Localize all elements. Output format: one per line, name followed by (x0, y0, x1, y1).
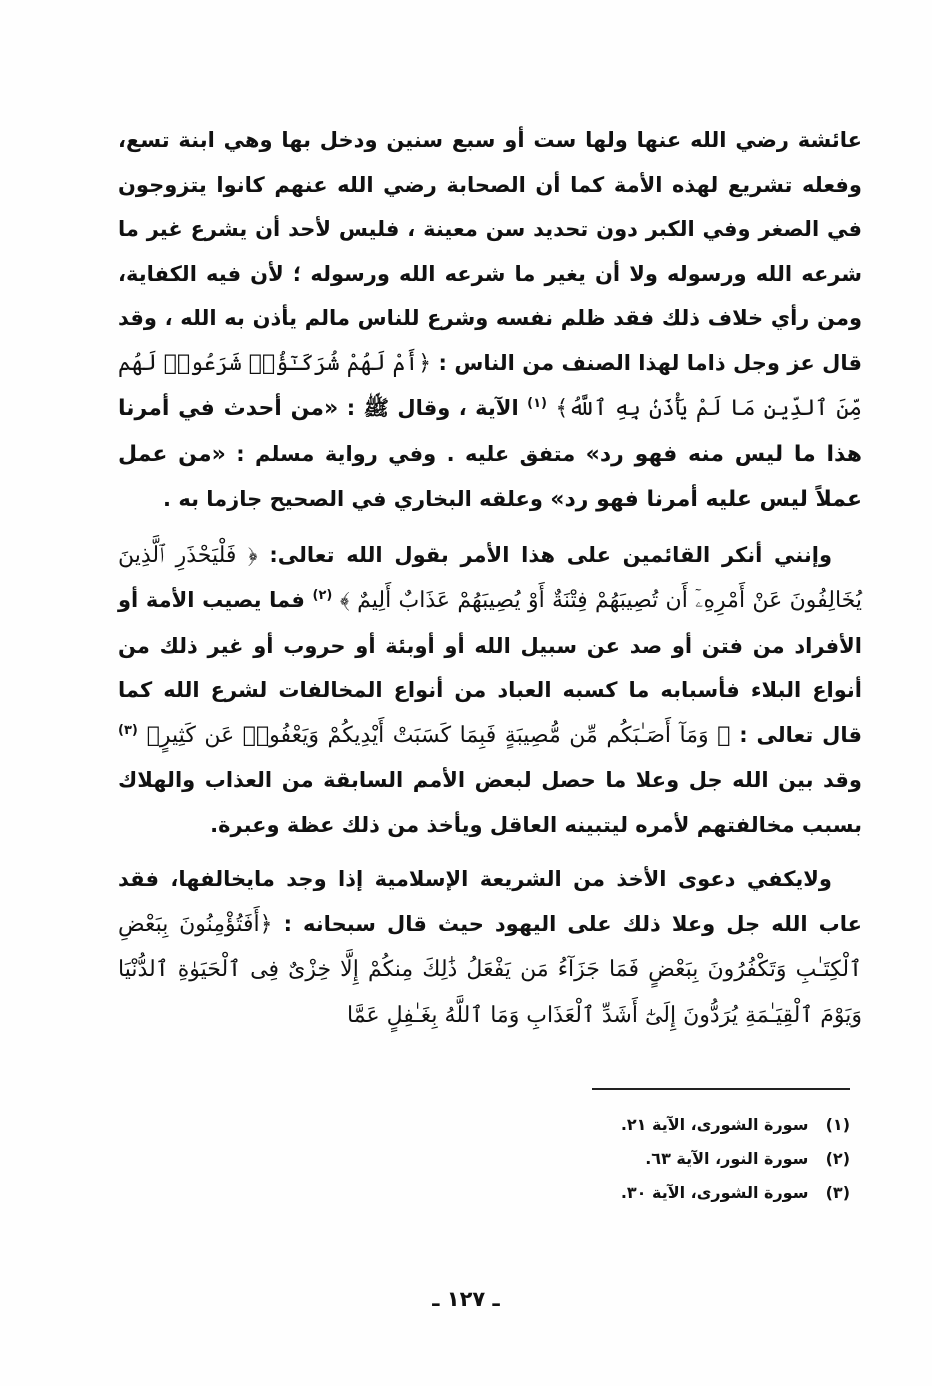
text-run: متفق عليه . وفي رواية مسلم : (236, 441, 576, 466)
footnote-divider (592, 1088, 850, 1090)
footnote-text: سورة الشورى، الآية ٣٠. (620, 1183, 809, 1202)
paragraph-1 (118, 118, 862, 523)
text-run: وعلقه البخاري في الصحيح جازما به . (163, 487, 543, 511)
text-run: وإنني أنكر القائمين على هذا الأمر بقول الله تعالى: (269, 542, 832, 567)
main-text (118, 118, 862, 1038)
quran-verse: ﴿أَمْ لَهُمْ شُرَكَـٰٓؤُا۟ شَرَعُوا۟ لَهُم مِّنَ ٱلدِّينِ مَا لَمْ يَأْذَنۢ بِهِ ٱللَّهُ﴾ (118, 350, 863, 421)
footnote-ref: (١) (527, 396, 547, 411)
hadith-quote: «من عمل عملاً ليس عليه أمرنا فهو رد» (118, 441, 862, 512)
quran-verse: ﴿أَفَتُؤْمِنُونَ بِبَعْضِ ٱلْكِتَـٰبِ وَتَكْفُرُونَ بِبَعْضٍ فَمَا جَزَآءُ مَن يَفْعَلُ ذَٰلِكَ مِنكُمْ إِلَّا خِزْىٌ فِى ٱلْحَيَوٰةِ ٱلدُّنْيَا وَيَوْمَ ٱلْقِيَـٰمَةِ يُرَدُّونَ إِلَىٰٓ أَشَدِّ ٱلْعَذَابِ وَمَا ٱللَّهُ بِغَـٰفِلٍ عَمَّا (118, 911, 862, 1028)
hadith-quote: «من أحدث في أمرنا هذا ما ليس منه فهو رد» (118, 396, 862, 467)
text-run: عائشة رضي الله عنها ولها ست أو سبع سنين ودخل بها وهي ابنة تسع، وفعله تشريع لهذه الأمة كما أن الصحابة رضي الله عنهم كانوا يتزوجون في الصغر وفي الكبر دون تحديد سن معينة ، فليس لأحد أن يشرع غير ما شرعه الله ورسوله ولا أن يغير ما شرعه الله ورسوله ؛ لأن فيه الكفاية، ومن رأي خلاف ذلك فقد ظلم نفسه وشرع للناس مالم يأذن به الله ، وقد قال عز وجل ذاما لهذا الصنف من الناس : (118, 128, 862, 375)
text-run: فما يصيب الأمة أو الأفراد من فتن أو صد عن سبيل الله أو أوبئة أو حروب أو غير ذلك من أنواع البلاء فأسبابه ما كسبه العباد من أنواع المخالفات لشرع الله كما قال تعالى : (118, 588, 862, 747)
footnote-text: سورة الشورى، الآية ٢١. (620, 1115, 809, 1134)
quran-verse: ﴿ وَمَآ أَصَـٰبَكُم مِّن مُّصِيبَةٍ فَبِمَا كَسَبَتْ أَيْدِيكُمْ وَيَعْفُوا۟ عَن كَثِيرٍ﴾ (146, 722, 731, 748)
footnote-number: (١) (825, 1115, 850, 1134)
text-run: الآية ، وقال ﷺ : (346, 396, 519, 420)
text-run: ولايكفي دعوى الأخذ من الشريعة الإسلامية إذا وجد مايخالفها، فقد عاب الله جل وعلا ذلك على اليهود حيث قال سبحانه : (118, 867, 862, 936)
footnote-item (470, 1176, 850, 1210)
paragraph-2 (118, 533, 862, 848)
page-number: ـ ١٢٧ ـ (432, 1287, 500, 1311)
footnote-text: سورة النور، الآية ٦٣. (645, 1149, 809, 1168)
footnote-item (470, 1108, 850, 1142)
footnote-ref: (٣) (118, 722, 138, 738)
footnote-ref: (٢) (312, 588, 333, 603)
paragraph-3 (118, 857, 862, 1038)
footnote-number: (٣) (825, 1183, 850, 1202)
footnotes (470, 1108, 850, 1210)
footnote-number: (٢) (825, 1149, 850, 1168)
quran-verse: ﴿ فَلْيَحْذَرِ ٱلَّذِينَ يُخَالِفُونَ عَنْ أَمْرِهِۦٓ أَن تُصِيبَهُمْ فِتْنَةٌ أَوْ يُصِيبَهُمْ عَذَابٌ أَلِيمٌ ﴾ (118, 542, 862, 613)
footnote-item (470, 1142, 850, 1176)
text-run: وقد بين الله جل وعلا ما حصل لبعض الأمم السابقة من العذاب والهلاك بسبب مخالفتهم لأمره ليتبينه العاقل ويأخذ من ذلك عظة وعبرة. (118, 768, 862, 837)
